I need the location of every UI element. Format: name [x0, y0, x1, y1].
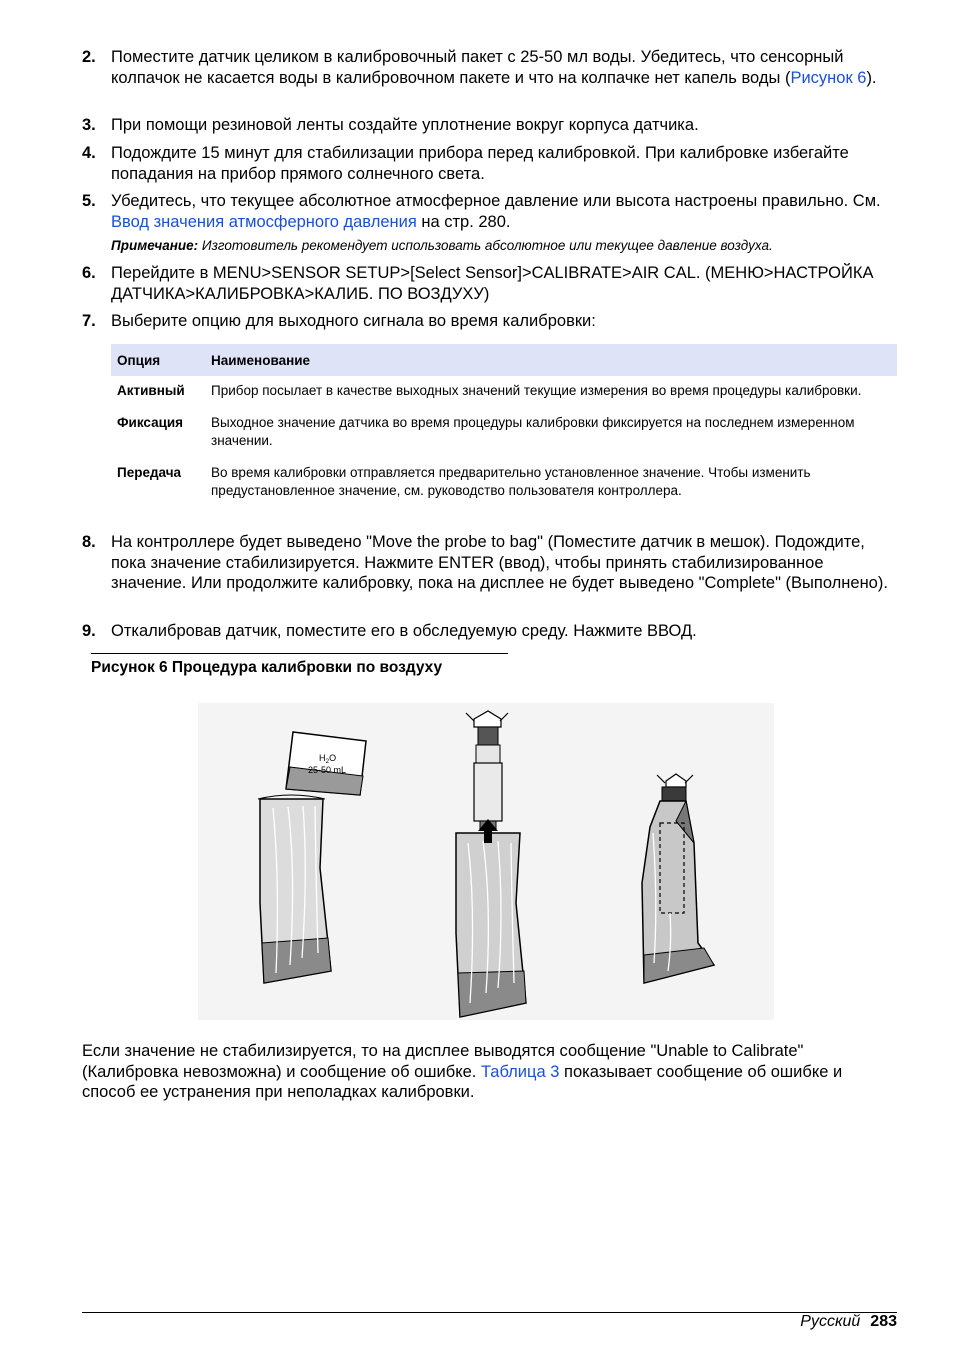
option-description: Прибор посылает в качестве выходных значений текущие измерения во время процедуры калибровки.	[211, 383, 862, 398]
table-row	[111, 408, 897, 458]
step-text: Откалибровав датчик, поместите его в обследуемую среду. Нажмите ВВОД.	[111, 622, 697, 640]
atmospheric-pressure-link[interactable]: Ввод значения атмосферного давления	[111, 212, 417, 231]
option-name: Активный	[117, 383, 185, 398]
step-number: 2.	[82, 48, 96, 66]
step-number: 4.	[82, 144, 96, 162]
air-calibration-illustration	[198, 703, 774, 1020]
step-text: При помощи резиновой ленты создайте уплотнение вокруг корпуса датчика.	[111, 116, 699, 134]
header-description: Наименование	[205, 344, 897, 376]
step-text: Выберите опцию для выходного сигнала во время калибровки:	[111, 312, 596, 330]
option-description: Во время калибровки отправляется предварительно установленное значение. Чтобы изменить предустановленное значение, см. руководство пользователя контроллера.	[211, 465, 811, 498]
step-9	[82, 621, 897, 642]
calibration-bag-2	[456, 833, 526, 1017]
table-header-row	[111, 344, 897, 376]
figure-6-link[interactable]: Рисунок 6	[790, 68, 867, 87]
step-text: Подождите 15 минут для стабилизации прибора перед калибровкой. При калибровке избегайте попадания на прибор прямого солнечного света.	[111, 144, 849, 183]
step-4	[82, 143, 897, 184]
options-table	[111, 344, 897, 508]
step-number: 5.	[82, 192, 96, 210]
option-description: Выходное значение датчика во время процедуры калибровки фиксируется на последнем измеренном значении.	[211, 415, 855, 448]
step-text: Убедитесь, что текущее абсолютное атмосферное давление или высота настроены правильно. См.	[111, 192, 881, 210]
footer-divider	[82, 1312, 897, 1313]
table-row	[111, 376, 897, 408]
step-number: 7.	[82, 312, 96, 330]
step-3	[82, 115, 897, 136]
step-text: На контроллере будет выведено "Move the probe to bag" (Поместите датчик в мешок). Подождите, пока значение стабилизируется. Нажмите ENTER (ввод), чтобы принять стабилизированное значение. Или продолжите калибровку, пока на дисплее не будет выведено "Complete" (Выполнено).	[111, 533, 888, 592]
footer-language: Русский	[800, 1313, 861, 1330]
page-number: 283	[870, 1313, 897, 1330]
step-5: 5. Убедитесь, что текущее абсолютное атмосферное давление или высота настроены правильно. См. Ввод значения атмосферного давления на стр. 280.	[82, 192, 881, 231]
figure-caption: Рисунок 6 Процедура калибровки по воздуху	[91, 653, 508, 677]
svg-text:H2O: $H_2O$	[319, 753, 337, 765]
beaker-volume: 25-50 mL	[308, 765, 347, 775]
step-text: Перейдите в MENU>SENSOR SETUP>[Select Sensor]>CALIBRATE>AIR CAL. (МЕНЮ>НАСТРОЙКА ДАТЧИКА>КАЛИБРОВКА>КАЛИБ. ПО ВОЗДУХУ)	[111, 264, 874, 303]
header-option: Опция	[111, 344, 205, 376]
closing-paragraph: Если значение не стабилизируется, то на дисплее выводятся сообщение "Unable to Calibrate" (Калибровка невозможна) и сообщение об ошибке. Таблица 3 показывает сообщение об ошибке и способ ее устранения при неполадках калибровки.	[82, 1042, 843, 1101]
step-number: 3.	[82, 116, 96, 134]
table-3-link[interactable]: Таблица 3	[480, 1062, 560, 1081]
step-7	[82, 311, 897, 332]
step-number: 9.	[82, 622, 96, 640]
water-beaker	[286, 732, 366, 795]
step-text: Поместите датчик целиком в калибровочный пакет с 25-50 мл воды. Убедитесь, что сенсорный колпачок не касается воды в калибровочном пакете и что на колпачке нет капель воды (	[111, 48, 844, 87]
note	[111, 238, 911, 253]
table-row	[111, 458, 897, 508]
page-footer	[800, 1313, 897, 1331]
step-number: 8.	[82, 533, 96, 551]
option-name: Передача	[117, 465, 182, 480]
beaker-formula: H	[319, 753, 326, 763]
step-2: 2. Поместите датчик целиком в калибровочный пакет с 25-50 мл воды. Убедитесь, что сенсорный колпачок не касается воды в калибровочном пакете и что на колпачке нет капель воды (Рисунок 6).	[82, 48, 877, 87]
note-label: Примечание:	[111, 238, 199, 253]
calibration-bag-1	[258, 795, 331, 983]
note-text: Изготовитель рекомендует использовать абсолютное или текущее давление воздуха.	[198, 238, 773, 253]
step-8	[82, 532, 897, 594]
step-number: 6.	[82, 264, 96, 282]
step-6	[82, 263, 897, 304]
option-name: Фиксация	[117, 415, 184, 430]
